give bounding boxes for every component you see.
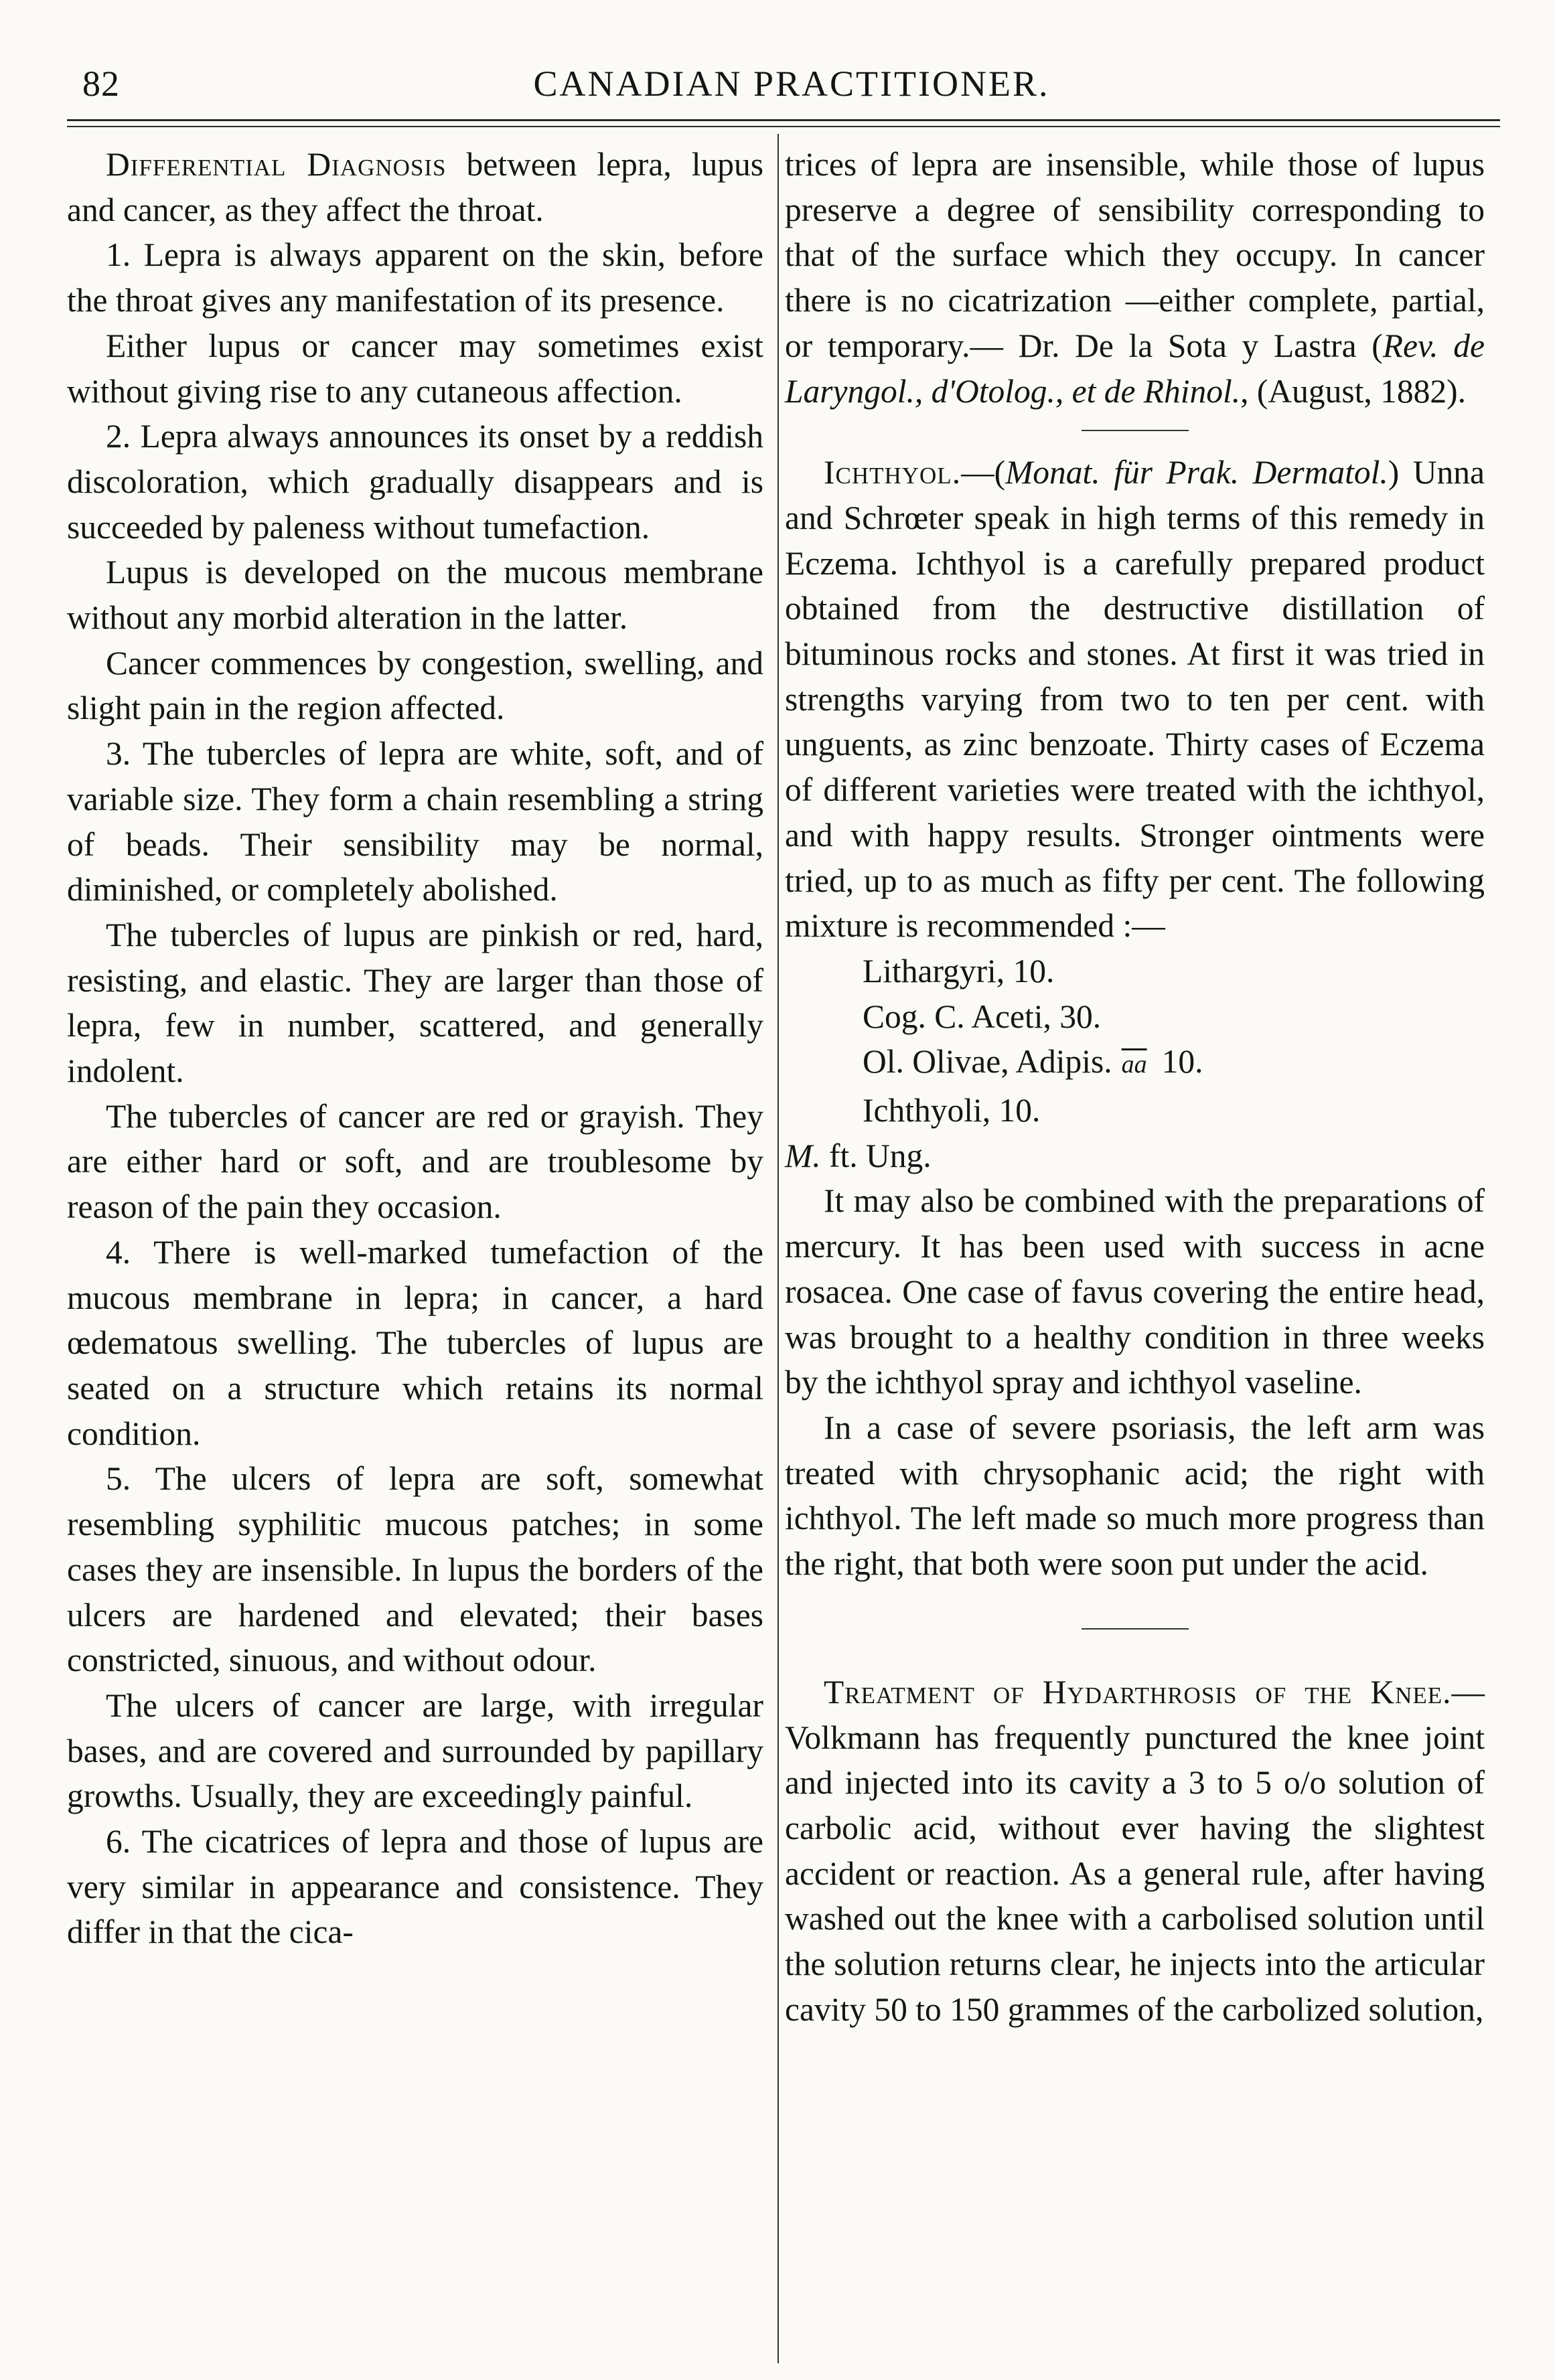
differential-diagnosis-intro: Differential Diagnosis between lepra, lupus and cancer, as they affect the throat. (67, 146, 763, 228)
paragraph: The ulcers of cancer are large, with irregular bases, and are covered and surrounded by papillary growths. Usually, they are exceedingly painful. (67, 1686, 763, 1815)
prescription-line: Lithargyri, 10. (863, 952, 1055, 989)
section-separator (1082, 430, 1189, 431)
paragraph: 4. There is well-marked tumefaction of the mucous membrane in lepra; in cancer, a hard œdematous swelling. The tubercles of lupus are seated on a structure which retains its normal condition. (67, 1233, 763, 1452)
left-column (67, 142, 763, 1955)
header-rule (67, 119, 1500, 121)
ichthyol-section: Ichthyol.—(Monat. für Prak. Dermatol.) Unna and Schrœter speak in high terms of this remedy in Eczema. Ichthyol is a carefully prepared product obtained from the destructive distillation of bituminous rocks and stones. At first it was tried in strengths varying from two to ten per cent. with unguents, as zinc benzoate. Thirty cases of Eczema of different varieties were treated with the ichthyol, and with happy results. Stronger ointments were tried, up to as much as fifty per cent. The following mixture is recommended :— (785, 454, 1485, 945)
column-divider (778, 134, 779, 2363)
running-title: CANADIAN PRACTITIONER. (533, 64, 1050, 104)
ana-symbol: $\overline{aa}$ (1121, 1050, 1147, 1079)
section-heading-hydarthrosis: Treatment of Hydarthrosis of the Knee. (824, 1673, 1452, 1711)
paragraph: The tubercles of lupus are pinkish or red, hard, resisting, and elastic. They are larger than those of lepra, few in number, scattered, and generally indolent. (67, 916, 763, 1090)
prescription-line: Ol. Olivae, Adipis. $\overline{aa}$ 10. (863, 1043, 1203, 1081)
page-header (82, 59, 1501, 119)
paragraph: The tubercles of cancer are red or grayish. They are either hard or soft, and are troublesome by reason of the pain they occasion. (67, 1097, 763, 1226)
section-separator (1082, 1628, 1189, 1630)
source-citation: Monat. für Prak. Dermatol. (1005, 454, 1388, 491)
hydarthrosis-section: Treatment of Hydarthrosis of the Knee.—Volkmann has frequently punctured the knee joint and injected into its cavity a 3 to 5 o/o solution of carbolic acid, without ever having the slightest accident or reaction. As a general rule, after having washed out the knee with a carbolised solution until the solution returns clear, he injects into the articular cavity 50 to 150 grammes of the carbolized solution, (785, 1673, 1485, 2028)
paragraph: Either lupus or cancer may sometimes exist without giving rise to any cutaneous affection. (67, 327, 763, 410)
header-rule-thin (67, 126, 1500, 127)
right-column (785, 142, 1485, 2032)
paragraph: 2. Lepra always announces its onset by a reddish discoloration, which gradually disappears and is succeeded by paleness without tumefaction. (67, 418, 763, 546)
citation: Dr. De la Sota y Lastra (Rev. de Laryngol., d'Otolog., et de Rhinol., (August, 1882). (785, 327, 1485, 410)
paragraph-continued: trices of lepra are insensible, while those of lupus preserve a degree of sensibility corresponding to that of the surface which they occupy. In cancer there is no cicatrization —either complete, partial, or temporary.— Dr. De la Sota y Lastra (Rev. de Laryngol., d'Otolog., et de Rhinol., (August, 1882). (785, 146, 1485, 410)
paragraph: 5. The ulcers of lepra are soft, somewhat resembling syphilitic mucous patches; in some cases they are insensible. In lupus the borders of the ulcers are hardened and elevated; their bases constricted, sinuous, and without odour. (67, 1460, 763, 1679)
paragraph: 1. Lepra is always apparent on the skin, before the throat gives any manifestation of its presence. (67, 236, 763, 319)
page-number: 82 (82, 64, 120, 104)
prescription-line: M. ft. Ung. (785, 1137, 932, 1174)
prescription-line: Cog. C. Aceti, 30. (863, 998, 1102, 1035)
section-heading-differential-diagnosis: Differential Diagnosis (106, 146, 447, 183)
paragraph: It may also be combined with the preparations of mercury. It has been used with success in acne rosacea. One case of favus covering the entire head, was brought to a healthy condition in three weeks by the ichthyol spray and ichthyol vaseline. (785, 1182, 1485, 1401)
paragraph: In a case of severe psoriasis, the left arm was treated with chrysophanic acid; the right with ichthyol. The left made so much more progress than the right, that both were soon put under the acid. (785, 1409, 1485, 1583)
section-heading-ichthyol: Ichthyol. (824, 454, 962, 491)
paragraph: 3. The tubercles of lepra are white, soft, and of variable size. They form a chain resembling a string of beads. Their sensibility may be normal, diminished, or completely abolished. (67, 735, 763, 908)
paragraph: Cancer commences by congestion, swelling, and slight pain in the region affected. (67, 644, 763, 727)
paragraph: Lupus is developed on the mucous membrane without any morbid alteration in the latter. (67, 554, 763, 637)
prescription-line: Ichthyoli, 10. (863, 1092, 1041, 1129)
paragraph: 6. The cicatrices of lepra and those of lupus are very similar in appearance and consistence. They differ in that the cica- (67, 1823, 763, 1951)
